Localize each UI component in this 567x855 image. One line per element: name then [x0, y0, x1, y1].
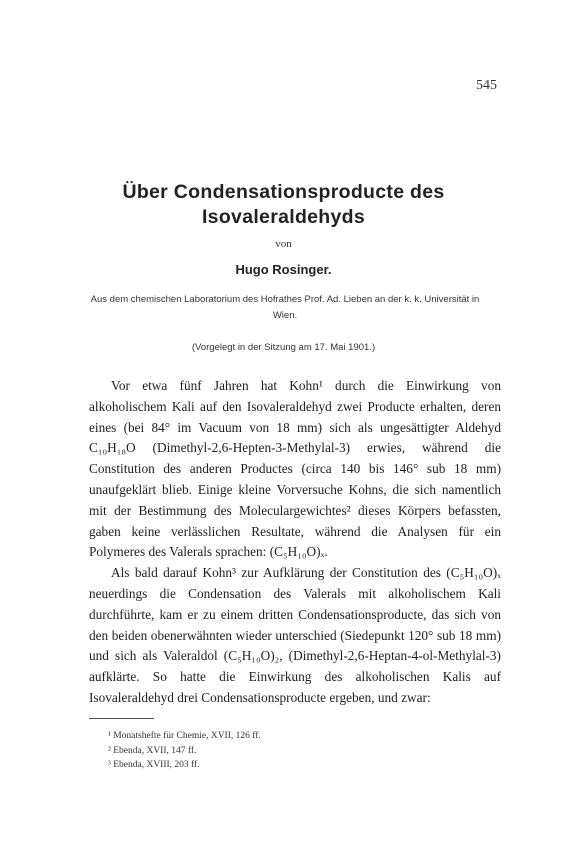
footnotes: [108, 729, 261, 773]
footnote: ¹ Monatshefte für Chemie, XVII, 126 ff.: [108, 731, 261, 741]
presented-note: (Vorgelegt in der Sitzung am 17. Mai 1901.): [191, 342, 376, 353]
author-name: Hugo Rosinger.: [235, 262, 332, 277]
paragraph: Vor etwa fünf Jahren hat Kohn¹ durch die Einwirkung von alkoholischem Kali auf den Isovaleraldehyd zwei Producte erhalten, deren eines (bei 84° im Vacuum von 18 mm) sich als ungesättigter Aldehyd C₁₀H₁₈O (Dimethyl-2,6-Hepten-3-Methylal-3) erwies, während die Constitution des anderen Productes (circa 140 bis 146° sub 18 mm) unaufgeklärt blieb. Einige kleine Vorversuche Kohns, die sich namentlich mit der Bestimmung des Moleculargewichtes² dieses Körpers befassten, gaben keine verlässlichen Resultate, während die Analysen für ein Polymeres des Valerals sprachen: (C₅H₁₀O)ₓ.: [89, 378, 501, 560]
footnote-divider: [89, 718, 154, 719]
body-text: [89, 376, 501, 709]
footnote: ² Ebenda, XVII, 147 ff.: [108, 745, 197, 756]
article-title: Über Condensationsproducte des Isovaleraldehyds: [122, 181, 445, 228]
page-number: 545: [476, 78, 497, 93]
paragraph: Als bald darauf Kohn³ zur Aufklärung der Constitution des (C₅H₁₀O)ₓ neuerdings die Condensation des Valerals mit alkoholischem Kali durchführte, kam er zu einem dritten Condensationsproducte, das sich von den beiden obenerwähnten wieder unterschied (Siedepunkt 120° sub 18 mm) und sich als Valeraldol (C₅H₁₀O)₂, (Dimethyl-2,6-Heptan-4-ol-Methylal-3) aufklärte. So hatte die Einwirkung des alkoholischen Kalis auf Isovaleraldehyd drei Condensationsproducte ergeben, und zwar:: [89, 565, 501, 705]
footnote: ³ Ebenda, XVIII, 203 ff.: [108, 760, 200, 770]
byline-von: von: [275, 238, 292, 250]
affiliation: Aus dem chemischen Laboratorium des Hofrathes Prof. Ad. Lieben an der k. k. Universität in Wien.: [90, 294, 480, 321]
